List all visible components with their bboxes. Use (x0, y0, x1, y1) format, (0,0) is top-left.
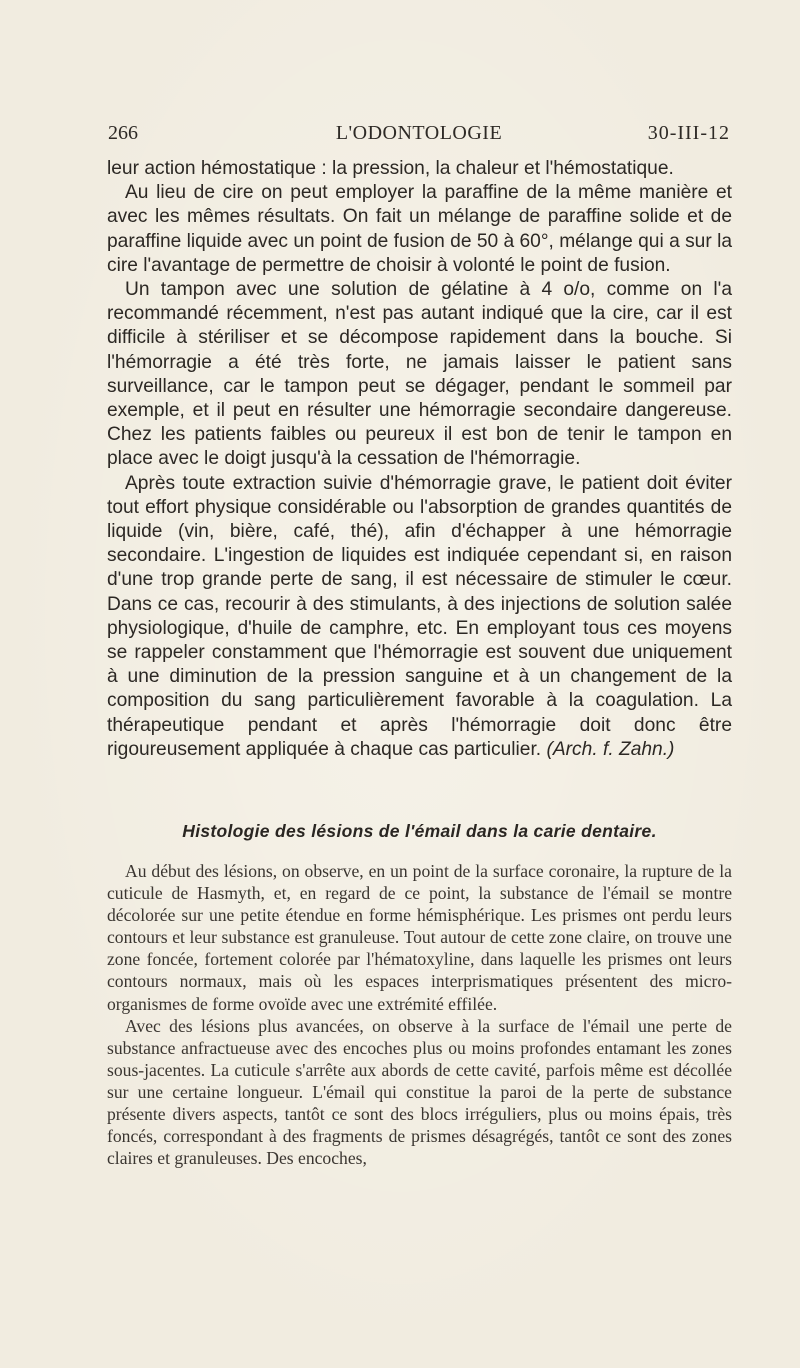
paragraph: Avec des lésions plus avancées, on observe à la surface de l'émail une perte de substance anfractueuse avec des encoches plus ou moins profondes entamant les zones sous-jacentes. La cuticule s'arrête aux abords de cette cavité, parfois même est décollée sur une certaine longueur. L'émail qui constitue la paroi de la perte de substance présente divers aspects, tantôt ce sont des blocs irréguliers, plus ou moins épais, très foncés, correspondant à des fragments de prismes désagrégés, tantôt ce sont des zones claires et granuleuses. Des encoches, (107, 1015, 732, 1169)
paragraph: Au début des lésions, on observe, en un point de la surface coronaire, la rupture de la cuticule de Hasmyth, et, en regard de ce point, la substance de l'émail se montre décolorée sur une petite étendue en forme hémisphérique. Les prismes ont perdu leurs contours et leur substance est granuleuse. Tout autour de cette zone claire, on trouve une zone foncée, fortement colorée par l'hématoxyline, dans laquelle les prismes ont leurs contours normaux, mais où les espaces interprismatiques présentent des micro-organismes de forme ovoïde avec une extrémité effilée. (107, 861, 732, 1014)
section-heading: Histologie des lésions de l'émail dans la carie dentaire. (182, 821, 657, 841)
journal-title: L'ODONTOLOGIE (335, 122, 503, 144)
article-body (107, 860, 732, 1169)
paragraph: Au lieu de cire on peut employer la paraffine de la même manière et avec les mêmes résultats. On fait un mélange de paraffine solide et de paraffine liquide avec un point de fusion de 50 à 60°, mélange qui a sur la cire l'avantage de permettre de choisir à volonté le point de fusion. (107, 182, 732, 276)
page-number: 266 (108, 122, 138, 144)
paragraph-text: Après toute extraction suivie d'hémorragie grave, le patient doit éviter tout effort physique considérable ou l'absorption de grandes quantités de liquide (vin, bière, café, thé), afin d'échapper à une hémorragie secondaire. L'ingestion de liquides est indiquée cependant si, en raison d'une trop grande perte de sang, il est nécessaire de stimuler le cœur. Dans ce cas, recourir à des stimulants, à des injections de solution salée physiologique, d'huile de camphre, etc. En employant tous ces moyens se rappeler constamment que l'hémorragie est souvent due uniquement à une diminution de la pression sanguine et à un changement de la composition du sang particulièrement favorable à la coagulation. La thérapeutique pendant et après l'hémorragie doit donc être rigoureusement appliquée à chaque cas particulier. (107, 472, 732, 760)
paragraph: Un tampon avec une solution de gélatine à 4 o/o, comme on l'a recommandé récemment, n'est pas autant indiqué que la cire, car il est difficile à stériliser et se décompose rapidement dans la bouche. Si l'hémorragie a été très forte, ne jamais laisser le patient sans surveillance, car le tampon peut se dégager, pendant le sommeil par exemple, et il peut en résulter une hémorragie secondaire dangereuse. Chez les patients faibles ou peureux il est bon de tenir le tampon en place avec le doigt jusqu'à la cessation de l'hémorragie. (107, 279, 732, 470)
article-continuation (107, 157, 732, 762)
paragraph (107, 472, 732, 762)
paragraph: leur action hémostatique : la pression, la chaleur et l'hémostatique. (107, 158, 674, 179)
issue-date: 30-III-12 (647, 122, 730, 144)
running-header (108, 122, 730, 148)
source-reference: (Arch. f. Zahn.) (546, 738, 675, 760)
